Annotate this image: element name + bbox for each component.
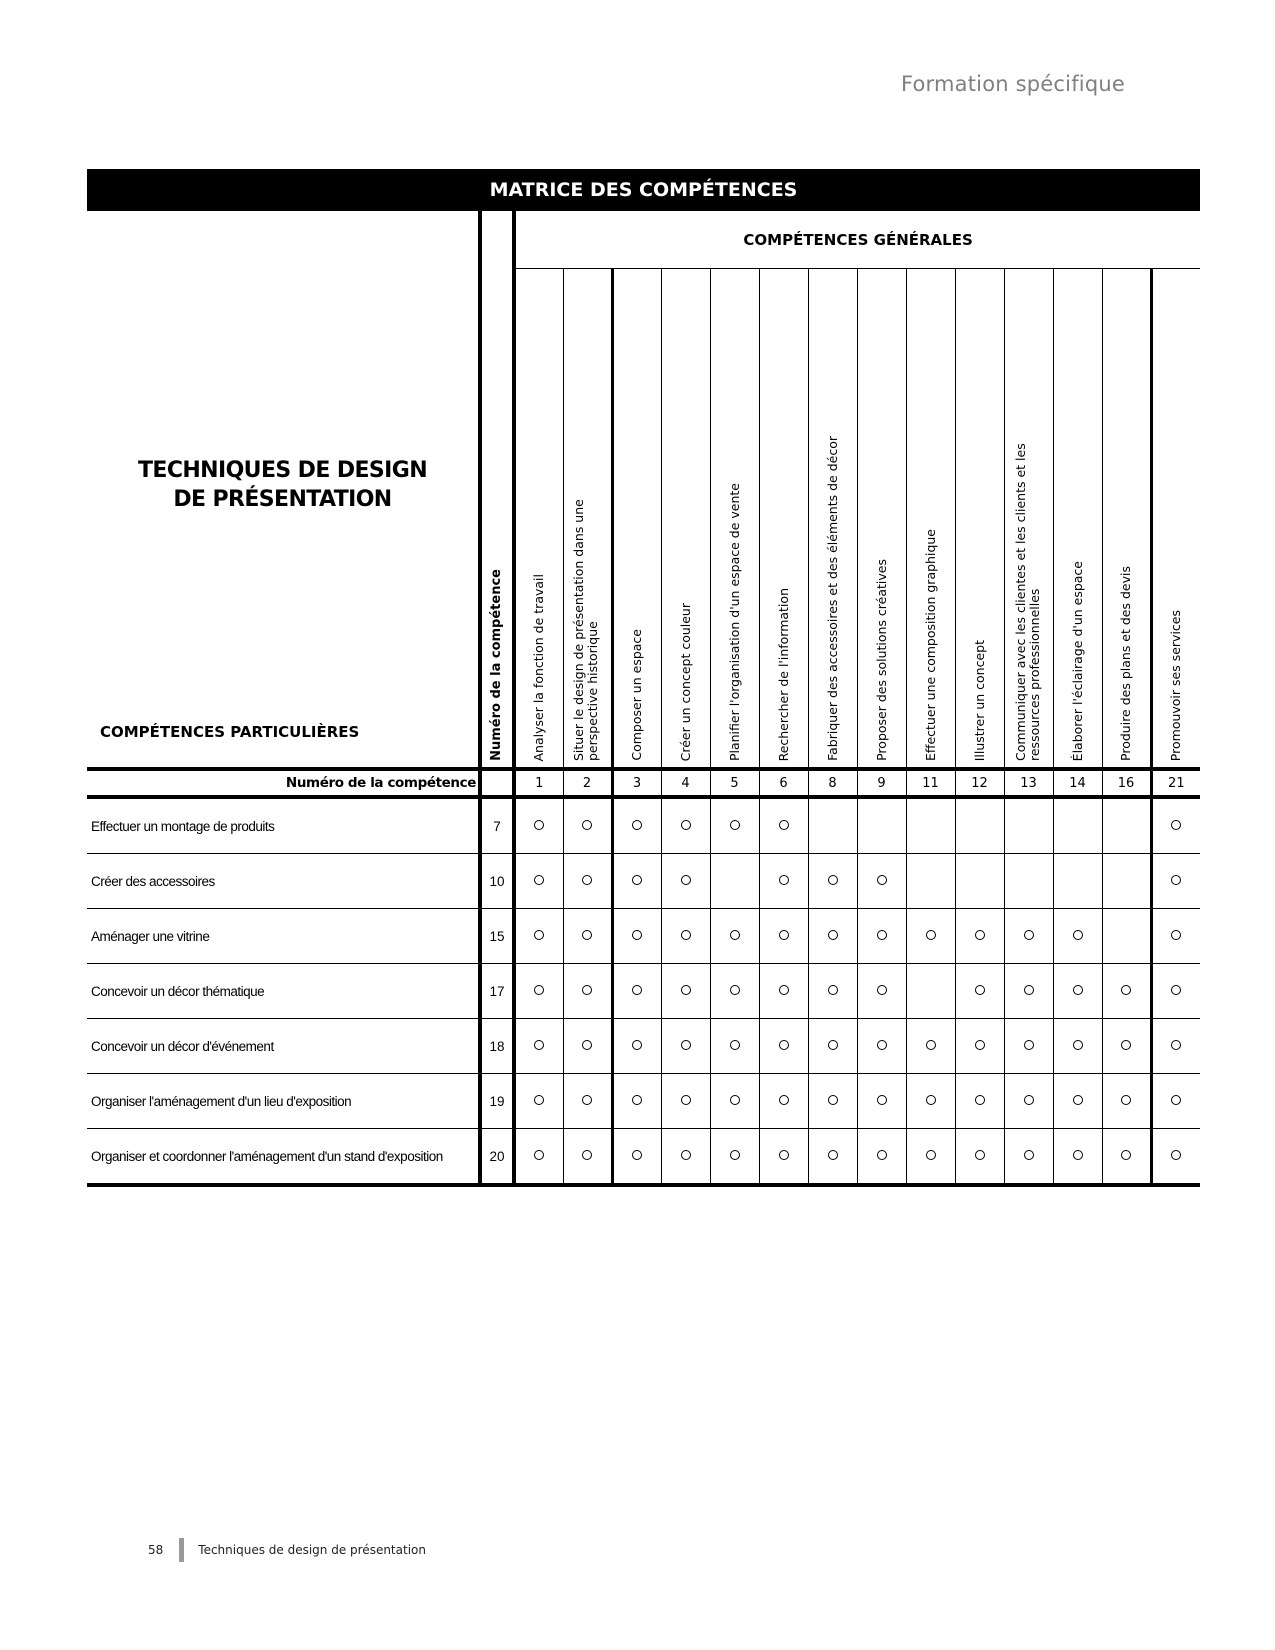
- open-circle-icon: [632, 820, 642, 830]
- matrix-cell: [1053, 1129, 1102, 1186]
- matrix-cell: [759, 797, 808, 854]
- matrix-cell: [612, 964, 661, 1019]
- general-competency-number: 6: [759, 769, 808, 797]
- open-circle-icon: [582, 1095, 592, 1105]
- matrix-cell: [710, 797, 759, 854]
- open-circle-icon: [681, 820, 691, 830]
- open-circle-icon: [534, 820, 544, 830]
- matrix-cell: [857, 854, 906, 909]
- open-circle-icon: [534, 1040, 544, 1050]
- open-circle-icon: [1073, 1095, 1083, 1105]
- general-competency-header: [710, 269, 759, 770]
- matrix-cell: [857, 1019, 906, 1074]
- matrix-cell: [906, 1074, 955, 1129]
- open-circle-icon: [681, 985, 691, 995]
- open-circle-icon: [926, 1095, 936, 1105]
- general-competency-number: 2: [563, 769, 612, 797]
- matrix-cell: [710, 854, 759, 909]
- table-row: [87, 1019, 1200, 1074]
- matrix-cell: [955, 1019, 1004, 1074]
- open-circle-icon: [730, 1040, 740, 1050]
- matrix-cell: [1102, 1019, 1151, 1074]
- matrix-cell: [808, 964, 857, 1019]
- matrix-cell: [661, 964, 710, 1019]
- matrix-cell: [514, 1129, 563, 1186]
- general-competency-header: [1151, 269, 1200, 770]
- matrix-cell: [759, 1019, 808, 1074]
- open-circle-icon: [1073, 985, 1083, 995]
- matrix-cell: [1053, 1074, 1102, 1129]
- general-competency-header: [1102, 269, 1151, 770]
- particular-competency-label: Aménager une vitrine: [87, 909, 480, 964]
- open-circle-icon: [1171, 930, 1181, 940]
- particular-competency-label: Concevoir un décor thématique: [87, 964, 480, 1019]
- matrix-cell: [808, 1019, 857, 1074]
- matrix-cell: [1053, 854, 1102, 909]
- matrix-cell: [514, 1074, 563, 1129]
- matrix-cell: [1004, 797, 1053, 854]
- open-circle-icon: [877, 1095, 887, 1105]
- matrix-cell: [612, 1019, 661, 1074]
- open-circle-icon: [975, 930, 985, 940]
- matrix-cell: [563, 797, 612, 854]
- general-competency-number: 3: [612, 769, 661, 797]
- general-competency-label: Fabriquer des accessoires et des éléments de décor: [824, 436, 840, 761]
- matrix-cell: [612, 797, 661, 854]
- matrix-cell: [612, 1074, 661, 1129]
- matrix-cell: [514, 797, 563, 854]
- matrix-cell: [955, 797, 1004, 854]
- matrix-cell: [1004, 909, 1053, 964]
- general-competency-number: 4: [661, 769, 710, 797]
- open-circle-icon: [632, 1150, 642, 1160]
- open-circle-icon: [582, 930, 592, 940]
- open-circle-icon: [730, 1095, 740, 1105]
- open-circle-icon: [1171, 875, 1181, 885]
- matrix-cell: [906, 1019, 955, 1074]
- table-row: [87, 964, 1200, 1019]
- open-circle-icon: [779, 1095, 789, 1105]
- number-row-blank: [480, 769, 514, 797]
- matrix-cell: [1004, 854, 1053, 909]
- general-competency-number: 21: [1151, 769, 1200, 797]
- general-competency-label: Communiquer avec les clientes et les clients et les ressources professionnelles: [1012, 443, 1042, 761]
- general-competency-number: 12: [955, 769, 1004, 797]
- open-circle-icon: [877, 985, 887, 995]
- matrix-cell: [1151, 909, 1200, 964]
- matrix-cell: [661, 854, 710, 909]
- matrix-cell: [1053, 797, 1102, 854]
- open-circle-icon: [828, 930, 838, 940]
- matrix-cell: [759, 1074, 808, 1129]
- open-circle-icon: [877, 875, 887, 885]
- matrix-cell: [1151, 964, 1200, 1019]
- open-circle-icon: [582, 1150, 592, 1160]
- general-competency-header: [1004, 269, 1053, 770]
- matrix-cell: [808, 854, 857, 909]
- open-circle-icon: [1121, 1040, 1131, 1050]
- number-column-header-label: Numéro de la compétence: [489, 569, 504, 761]
- general-competency-header: [514, 269, 563, 770]
- matrix-cell: [514, 964, 563, 1019]
- matrix-cell: [661, 1129, 710, 1186]
- open-circle-icon: [975, 1040, 985, 1050]
- open-circle-icon: [534, 1150, 544, 1160]
- open-circle-icon: [534, 875, 544, 885]
- open-circle-icon: [779, 820, 789, 830]
- matrix-cell: [759, 1129, 808, 1186]
- matrix-cell: [563, 909, 612, 964]
- matrix-cell: [1102, 909, 1151, 964]
- open-circle-icon: [828, 985, 838, 995]
- particular-competency-number: 15: [480, 909, 514, 964]
- footer-title: Techniques de design de présentation: [198, 1543, 426, 1557]
- open-circle-icon: [534, 985, 544, 995]
- table-row: [87, 797, 1200, 854]
- open-circle-icon: [632, 985, 642, 995]
- matrix-cell: [1053, 1019, 1102, 1074]
- general-competency-label: Proposer des solutions créatives: [873, 559, 889, 761]
- matrix-cell: [563, 1129, 612, 1186]
- open-circle-icon: [926, 930, 936, 940]
- matrix-cell: [612, 1129, 661, 1186]
- matrix-cell: [1102, 797, 1151, 854]
- matrix-cell: [808, 797, 857, 854]
- open-circle-icon: [877, 1150, 887, 1160]
- open-circle-icon: [1024, 1095, 1034, 1105]
- particular-competency-number: 7: [480, 797, 514, 854]
- matrix-cell: [661, 1019, 710, 1074]
- running-head: Formation spécifique: [900, 72, 1125, 96]
- matrix-cell: [661, 1074, 710, 1129]
- general-competency-label: Promouvoir ses services: [1168, 609, 1184, 761]
- general-competency-header: [661, 269, 710, 770]
- matrix-cell: [906, 797, 955, 854]
- open-circle-icon: [1171, 1040, 1181, 1050]
- open-circle-icon: [926, 1040, 936, 1050]
- general-competency-number: 14: [1053, 769, 1102, 797]
- open-circle-icon: [1073, 1150, 1083, 1160]
- open-circle-icon: [1171, 985, 1181, 995]
- table-row: [87, 909, 1200, 964]
- particular-competency-label: Créer des accessoires: [87, 854, 480, 909]
- open-circle-icon: [681, 1040, 691, 1050]
- matrix-cell: [514, 1019, 563, 1074]
- matrix-cell: [955, 1129, 1004, 1186]
- open-circle-icon: [632, 875, 642, 885]
- matrix-cell: [759, 909, 808, 964]
- matrix-cell: [710, 909, 759, 964]
- matrix-cell: [1151, 1074, 1200, 1129]
- number-column-header: [480, 211, 514, 769]
- general-competency-number: 16: [1102, 769, 1151, 797]
- general-competency-header: [612, 269, 661, 770]
- matrix-cell: [1004, 1074, 1053, 1129]
- open-circle-icon: [975, 1150, 985, 1160]
- open-circle-icon: [1171, 1095, 1181, 1105]
- general-competency-header: [759, 269, 808, 770]
- particular-competency-label: Effectuer un montage de produits: [87, 797, 480, 854]
- open-circle-icon: [779, 1040, 789, 1050]
- open-circle-icon: [632, 1095, 642, 1105]
- open-circle-icon: [730, 820, 740, 830]
- open-circle-icon: [730, 1150, 740, 1160]
- matrix-cell: [710, 964, 759, 1019]
- general-competency-number: 5: [710, 769, 759, 797]
- matrix-cell: [857, 1074, 906, 1129]
- program-title-line1: TECHNIQUES DE DESIGN: [137, 458, 428, 483]
- general-competency-header: [808, 269, 857, 770]
- open-circle-icon: [632, 930, 642, 940]
- matrix-table: [87, 211, 1200, 1187]
- open-circle-icon: [828, 875, 838, 885]
- open-circle-icon: [582, 820, 592, 830]
- matrix-cell: [1102, 1074, 1151, 1129]
- matrix-title: MATRICE DES COMPÉTENCES: [87, 169, 1200, 211]
- page-number: 58: [148, 1543, 164, 1557]
- matrix-cell: [955, 909, 1004, 964]
- general-competency-number: 8: [808, 769, 857, 797]
- program-title-line2: DE PRÉSENTATION: [173, 487, 392, 512]
- open-circle-icon: [1121, 1150, 1131, 1160]
- open-circle-icon: [1024, 1150, 1034, 1160]
- open-circle-icon: [828, 1040, 838, 1050]
- matrix-cell: [563, 1074, 612, 1129]
- matrix-cell: [1151, 854, 1200, 909]
- matrix-cell: [1053, 964, 1102, 1019]
- open-circle-icon: [779, 985, 789, 995]
- matrix-cell: [1102, 854, 1151, 909]
- matrix-cell: [1004, 1129, 1053, 1186]
- matrix-cell: [514, 909, 563, 964]
- table-row: [87, 1129, 1200, 1186]
- open-circle-icon: [681, 875, 691, 885]
- matrix-cell: [906, 964, 955, 1019]
- matrix-cell: [563, 964, 612, 1019]
- matrix-cell: [1102, 1129, 1151, 1186]
- matrix-cell: [906, 1129, 955, 1186]
- particular-competency-number: 20: [480, 1129, 514, 1186]
- matrix-cell: [955, 854, 1004, 909]
- matrix-cell: [1151, 1129, 1200, 1186]
- matrix-cell: [857, 964, 906, 1019]
- open-circle-icon: [1024, 930, 1034, 940]
- general-competency-label: Produire des plans et des devis: [1118, 566, 1133, 761]
- matrix-cell: [563, 854, 612, 909]
- general-competency-label: Composer un espace: [629, 629, 644, 761]
- matrix-cell: [1053, 909, 1102, 964]
- matrix-cell: [759, 854, 808, 909]
- matrix-cell: [1004, 1019, 1053, 1074]
- open-circle-icon: [730, 930, 740, 940]
- open-circle-icon: [681, 930, 691, 940]
- open-circle-icon: [1024, 985, 1034, 995]
- open-circle-icon: [681, 1095, 691, 1105]
- open-circle-icon: [877, 930, 887, 940]
- general-competency-header: [563, 269, 612, 770]
- matrix-cell: [514, 854, 563, 909]
- general-competency-label: Élaborer l'éclairage d'un espace: [1069, 560, 1085, 761]
- open-circle-icon: [828, 1095, 838, 1105]
- open-circle-icon: [1073, 1040, 1083, 1050]
- open-circle-icon: [1121, 985, 1131, 995]
- open-circle-icon: [1024, 1040, 1034, 1050]
- particular-competency-number: 19: [480, 1074, 514, 1129]
- open-circle-icon: [730, 985, 740, 995]
- matrix-cell: [857, 797, 906, 854]
- general-competency-label: Rechercher de l'information: [775, 587, 791, 761]
- open-circle-icon: [632, 1040, 642, 1050]
- general-competency-label: Effectuer une composition graphique: [922, 528, 938, 761]
- matrix-cell: [955, 964, 1004, 1019]
- general-competency-header: [955, 269, 1004, 770]
- matrix-cell: [1102, 964, 1151, 1019]
- general-competency-number: 11: [906, 769, 955, 797]
- open-circle-icon: [534, 930, 544, 940]
- matrix-cell: [563, 1019, 612, 1074]
- particular-competency-number: 10: [480, 854, 514, 909]
- general-competency-label: Situer le design de présentation dans une perspective historique: [571, 499, 600, 761]
- general-competency-header: [1053, 269, 1102, 770]
- matrix-cell: [857, 909, 906, 964]
- matrix-cell: [661, 797, 710, 854]
- number-row-label: Numéro de la compétence: [87, 769, 480, 797]
- matrix-cell: [906, 854, 955, 909]
- table-row: [87, 1074, 1200, 1129]
- open-circle-icon: [1171, 820, 1181, 830]
- general-competency-number: 9: [857, 769, 906, 797]
- particular-competency-number: 17: [480, 964, 514, 1019]
- open-circle-icon: [779, 875, 789, 885]
- general-competency-label: Créer un concept couleur: [677, 602, 693, 761]
- particular-competency-label: Organiser et coordonner l'aménagement d'un stand d'exposition: [87, 1129, 480, 1186]
- matrix-cell: [759, 964, 808, 1019]
- open-circle-icon: [975, 985, 985, 995]
- program-block: [87, 211, 480, 769]
- matrix-cell: [1151, 797, 1200, 854]
- matrix-cell: [710, 1074, 759, 1129]
- open-circle-icon: [582, 875, 592, 885]
- general-competency-label: Planifier l'organisation d'un espace de vente: [726, 482, 742, 761]
- page-footer: [148, 1538, 426, 1562]
- particular-competency-label: Concevoir un décor d'événement: [87, 1019, 480, 1074]
- matrix-cell: [808, 1074, 857, 1129]
- open-circle-icon: [877, 1040, 887, 1050]
- particular-competency-label: Organiser l'aménagement d'un lieu d'exposition: [87, 1074, 480, 1129]
- particular-competency-number: 18: [480, 1019, 514, 1074]
- competency-number-row: [87, 769, 1200, 797]
- general-competency-header: [857, 269, 906, 770]
- matrix-cell: [808, 909, 857, 964]
- open-circle-icon: [681, 1150, 691, 1160]
- open-circle-icon: [975, 1095, 985, 1105]
- general-competency-number: 13: [1004, 769, 1053, 797]
- footer-divider: [179, 1538, 184, 1562]
- matrix-cell: [1151, 1019, 1200, 1074]
- particular-competencies-header: COMPÉTENCES PARTICULIÈRES: [100, 723, 360, 741]
- open-circle-icon: [779, 1150, 789, 1160]
- open-circle-icon: [1171, 1150, 1181, 1160]
- matrix-cell: [661, 909, 710, 964]
- open-circle-icon: [1073, 930, 1083, 940]
- general-competency-number: 1: [514, 769, 563, 797]
- general-competency-header: [906, 269, 955, 770]
- general-competency-label: Illustrer un concept: [971, 639, 987, 761]
- matrix-cell: [857, 1129, 906, 1186]
- open-circle-icon: [1121, 1095, 1131, 1105]
- matrix-cell: [612, 909, 661, 964]
- open-circle-icon: [582, 985, 592, 995]
- matrix-cell: [710, 1019, 759, 1074]
- general-competency-label: Analyser la fonction de travail: [531, 573, 547, 761]
- program-title: [87, 456, 478, 514]
- open-circle-icon: [534, 1095, 544, 1105]
- matrix-cell: [808, 1129, 857, 1186]
- matrix-cell: [1004, 964, 1053, 1019]
- matrix-cell: [955, 1074, 1004, 1129]
- open-circle-icon: [779, 930, 789, 940]
- matrix-cell: [710, 1129, 759, 1186]
- matrix-cell: [612, 854, 661, 909]
- open-circle-icon: [926, 1150, 936, 1160]
- table-row: [87, 854, 1200, 909]
- general-competencies-header: COMPÉTENCES GÉNÉRALES: [514, 211, 1200, 269]
- competency-matrix: [87, 169, 1200, 1187]
- matrix-cell: [906, 909, 955, 964]
- open-circle-icon: [828, 1150, 838, 1160]
- open-circle-icon: [582, 1040, 592, 1050]
